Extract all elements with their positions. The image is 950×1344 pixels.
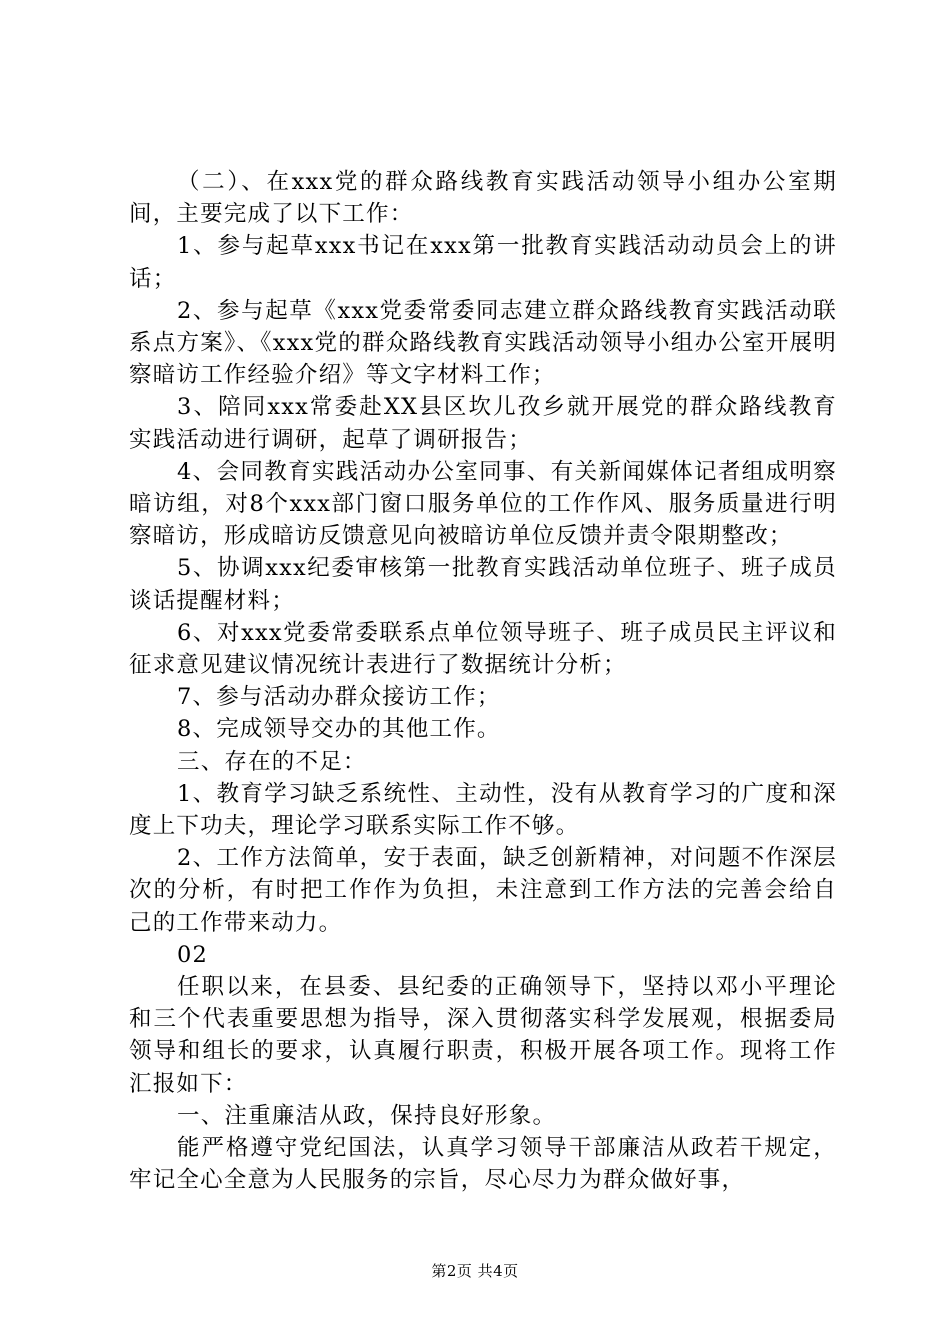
document-body [129, 166, 837, 1197]
section-heading: 一、注重廉洁从政，保持良好形象。 [177, 1102, 557, 1129]
paragraph: 能严格遵守党纪国法，认真学习领导干部廉洁从政若干规定，牢记全心全意为人民服务的宗旨，尽心尽力为群众做好事， [129, 1135, 837, 1194]
paragraph: 1、教育学习缺乏系统性、主动性，没有从教育学习的广度和深度上下功夫，理论学习联系实际工作不够。 [129, 780, 837, 840]
paragraph: 1、参与起草xxx书记在xxx第一批教育实践活动动员会上的讲话； [129, 233, 837, 292]
paragraph: 2、工作方法简单，安于表面，缺乏创新精神，对问题不作深层次的分析，有时把工作作为负担，未注意到工作方法的完善会给自己的工作带来动力。 [129, 845, 837, 936]
paragraph: 5、协调xxx纪委审核第一批教育实践活动单位班子、班子成员谈话提醒材料； [129, 555, 837, 614]
paragraph: 3、陪同xxx常委赴XX县区坎儿孜乡就开展党的群众路线教育实践活动进行调研，起草了调研报告； [129, 394, 837, 453]
paragraph: 2、参与起草《xxx党委常委同志建立群众路线教育实践活动联系点方案》、《xxx党的群众路线教育实践活动领导小组办公室开展明察暗访工作经验介绍》等文字材料工作； [129, 297, 837, 389]
paragraph: 8、完成领导交办的其他工作。 [177, 716, 501, 743]
page-number-footer: 第2页 共4页 [431, 1262, 519, 1280]
section-number: 02 [177, 941, 209, 968]
paragraph: 6、对xxx党委常委联系点单位领导班子、班子成员民主评议和征求意见建议情况统计表进行了数据统计分析； [129, 619, 837, 679]
paragraph: 4、会同教育实践活动办公室同事、有关新闻媒体记者组成明察暗访组，对8个xxx部门窗口服务单位的工作作风、服务质量进行明察暗访，形成暗访反馈意见向被暗访单位反馈并责令限期整改； [129, 458, 837, 550]
section-heading: 三、存在的不足： [177, 748, 367, 775]
paragraph: 7、参与活动办群众接访工作； [177, 684, 501, 711]
paragraph: （二）、在xxx党的群众路线教育实践活动领导小组办公室期间，主要完成了以下工作： [129, 169, 837, 228]
paragraph: 任职以来，在县委、县纪委的正确领导下，坚持以邓小平理论和三个代表重要思想为指导，深入贯彻落实科学发展观，根据委局领导和组长的要求，认真履行职责，积极开展各项工作。现将工作汇报如下： [129, 974, 837, 1097]
